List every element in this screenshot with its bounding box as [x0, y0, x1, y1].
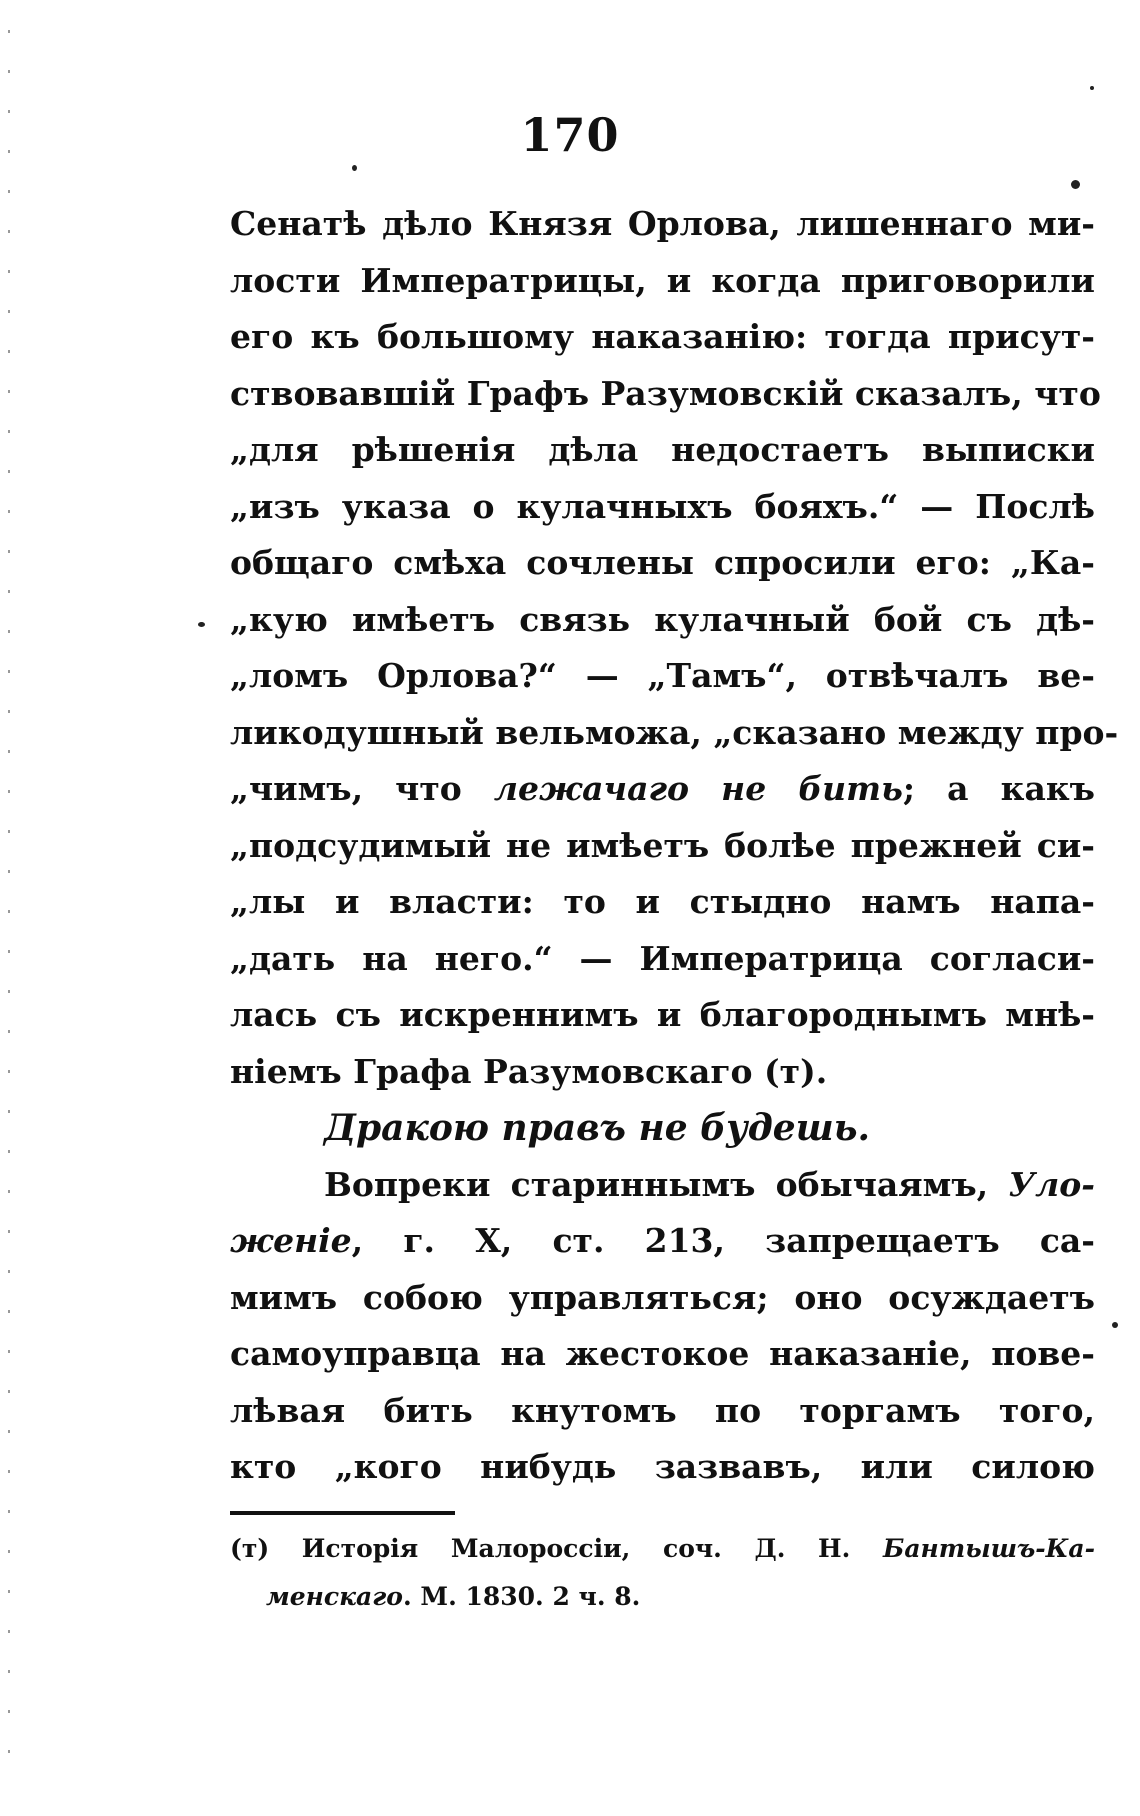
scan-speck — [352, 165, 357, 171]
scan-speck — [198, 622, 205, 627]
text-line: „дать на него.“ — Императрица согласи- — [230, 938, 1095, 978]
text-run: , г. X, ст. 213, запрещаетъ са- — [351, 1221, 1095, 1260]
text-line: мимъ собою управляться; оно осуждаетъ — [230, 1277, 1095, 1317]
text-line: ствовавшій Графъ Разумовскій сказалъ, что — [230, 373, 1101, 413]
text-line: Сенатѣ дѣло Князя Орлова, лишеннаго ми- — [230, 204, 1095, 243]
scan-speck — [1090, 86, 1094, 90]
footnote-text: Исторія Малороссіи, соч. Д. Н. — [301, 1534, 883, 1563]
italic-run: женіе — [230, 1221, 352, 1260]
page-number: 170 — [520, 108, 620, 162]
text-run: Вопреки стариннымъ обычаямъ, — [324, 1164, 1009, 1204]
text-run: „чимъ, что — [230, 769, 494, 808]
scan-speck — [1071, 180, 1080, 189]
footnote-marker: (т) — [230, 1534, 270, 1563]
text-line: „кую имѣетъ связь кулачный бой съ дѣ- — [230, 599, 1095, 639]
text-line — [230, 761, 1095, 818]
footnotes — [230, 1525, 1095, 1621]
footnote-author: менскаго — [266, 1582, 403, 1611]
footnote-author: Бантышъ-Ка- — [882, 1534, 1095, 1563]
text-line: общаго смѣха сочлены спросили его: „Ка- — [230, 543, 1095, 582]
italic-run: Уло- — [1008, 1164, 1095, 1204]
text-line: „ломъ Орлова?“ — „Тамъ“, отвѣчалъ ве- — [230, 656, 1095, 695]
text-line: лости Императрицы, и когда приговорили — [230, 260, 1095, 300]
footnote-line — [230, 1525, 1095, 1573]
text-line: „изъ указа о кулачныхъ бояхъ.“ — Послѣ — [230, 486, 1095, 526]
text-line: ликодушный вельможа, „сказано между про- — [230, 712, 1119, 752]
text-line: „для рѣшенія дѣла недостаетъ выписки — [230, 430, 1095, 469]
italic-run: лежачаго не бить — [493, 769, 903, 808]
text-line: самоуправца на жестокое наказаніе, пове- — [230, 1334, 1095, 1373]
footnote-separator — [230, 1511, 455, 1515]
text-line — [230, 1157, 1095, 1214]
proverb-heading: Дракою правъ не будешь. — [324, 1107, 871, 1149]
text-line: „подсудимый не имѣетъ болѣе прежней си- — [230, 825, 1095, 865]
text-line: лѣвая бить кнутомъ по торгамъ того, — [230, 1390, 1095, 1430]
text-run: ; а какъ — [902, 769, 1095, 808]
text-line: его къ большому наказанію: тогда присут- — [230, 317, 1095, 356]
text-line — [230, 1213, 1095, 1270]
text-line: кто „кого нибудь зазвавъ, или силою — [230, 1447, 1095, 1486]
text-line: „лы и власти: то и стыдно намъ напа- — [230, 882, 1095, 921]
footnote-line — [230, 1573, 1095, 1621]
scan-margin-mark — [8, 30, 10, 1790]
text-line: ніемъ Графа Разумовскаго (т). — [230, 1051, 828, 1091]
scan-speck — [1112, 1322, 1118, 1328]
footnote-text: . М. 1830. 2 ч. 8. — [402, 1582, 641, 1611]
main-text — [230, 196, 1119, 1496]
text-line: лась съ искреннимъ и благороднымъ мнѣ- — [230, 995, 1095, 1034]
